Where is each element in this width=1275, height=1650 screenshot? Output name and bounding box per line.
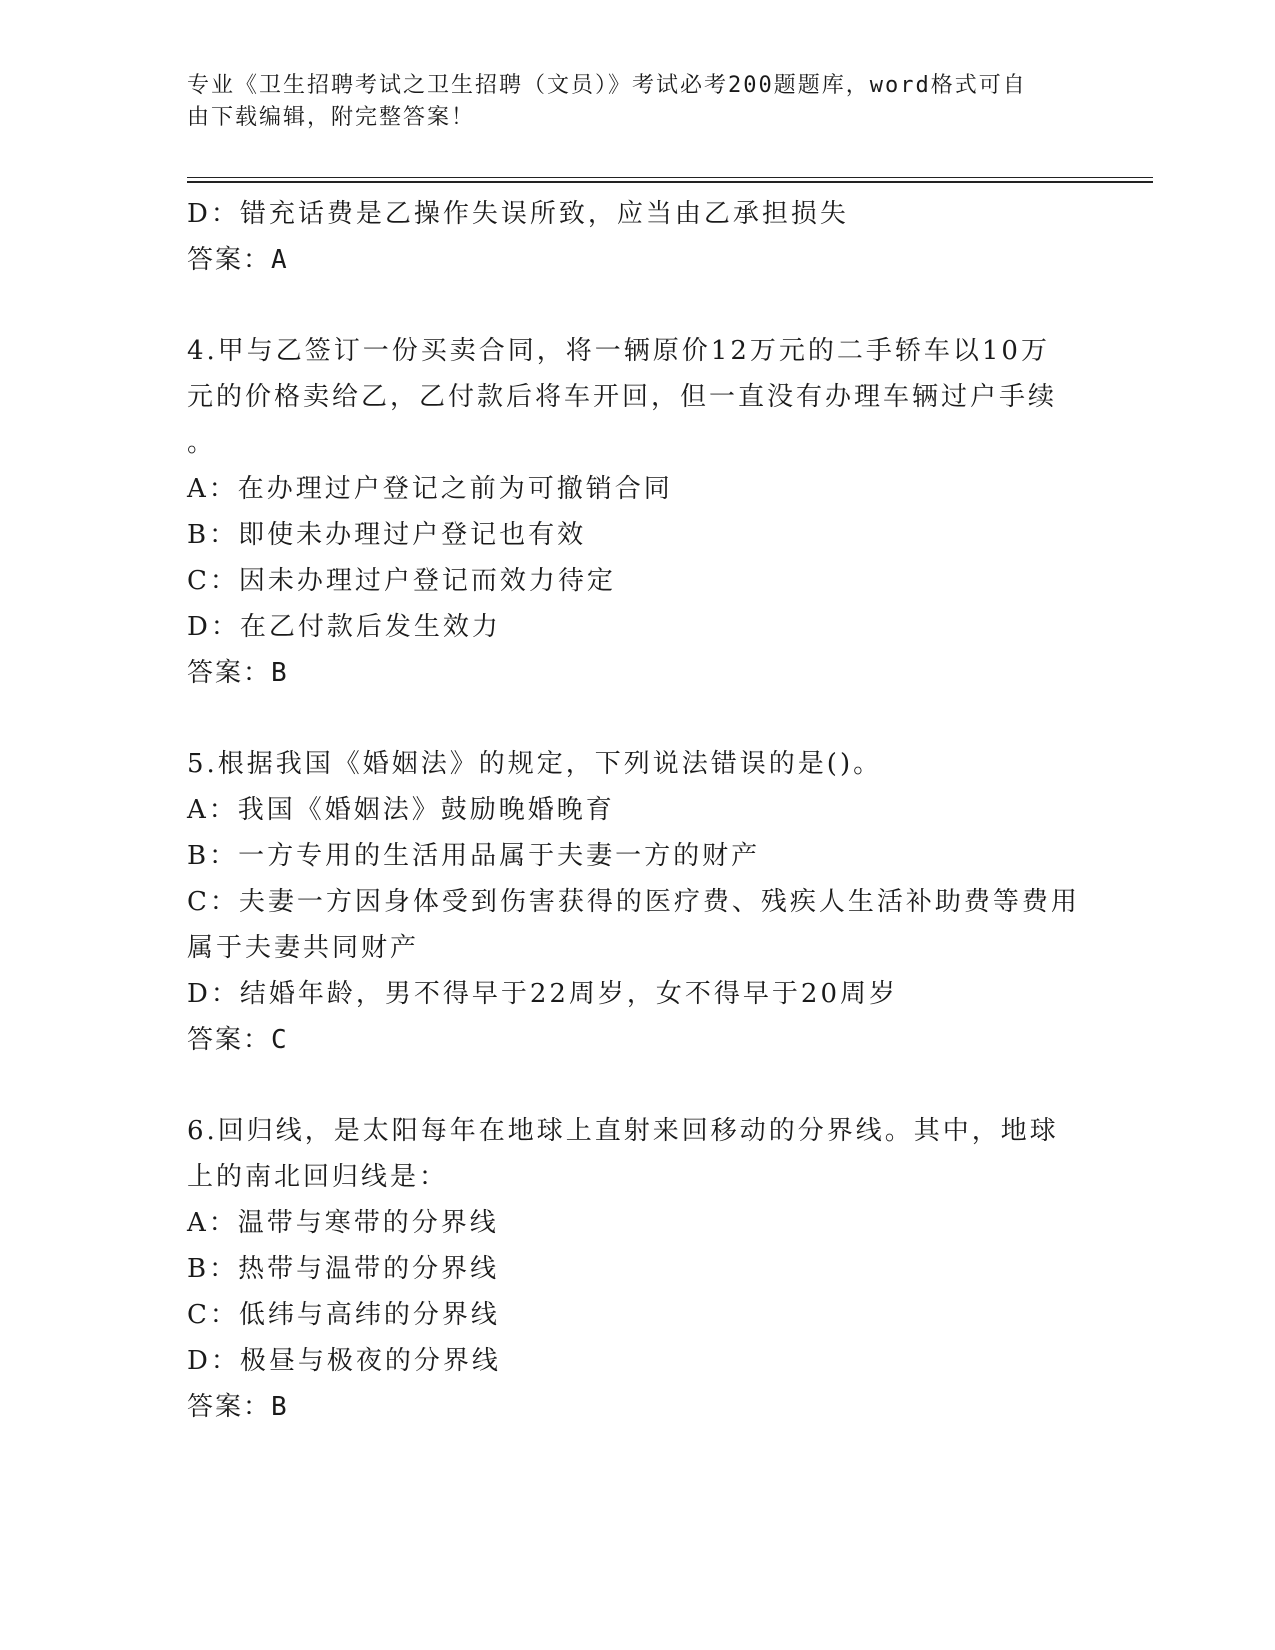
option-b: B：热带与温带的分界线 (187, 1254, 500, 1284)
answer-value: C (271, 1025, 289, 1055)
option-b: B：一方专用的生活用品属于夫妻一方的财产 (187, 841, 761, 871)
question-6 (187, 1108, 1087, 1430)
option-c: C：夫妻一方因身体受到伤害获得的医疗费、残疾人生活补助费等费用 (187, 887, 1080, 917)
option-d: D：极昼与极夜的分界线 (187, 1346, 501, 1376)
question-4 (187, 328, 1087, 696)
header-divider-thin (187, 177, 1153, 178)
answer-line (187, 650, 1087, 696)
answer-label: 答案： (187, 1392, 272, 1422)
answer-label: 答案： (187, 245, 272, 275)
answer-line (187, 237, 1087, 283)
option-a: A：温带与寒带的分界线 (187, 1208, 499, 1238)
option-a: A：在办理过户登记之前为可撤销合同 (187, 474, 673, 504)
option-d: D：结婚年龄，男不得早于22周岁，女不得早于20周岁 (187, 979, 899, 1009)
question-stem: 6.回归线，是太阳每年在地球上直射来回移动的分界线。其中，地球 (187, 1116, 1059, 1146)
option-b: B：即使未办理过户登记也有效 (187, 520, 587, 550)
option-d: D：在乙付款后发生效力 (187, 612, 501, 642)
answer-value: B (271, 658, 289, 688)
question-stem-cont: 。 (187, 428, 217, 458)
option-c-cont: 属于夫妻共同财产 (187, 933, 420, 963)
option-c: C：因未办理过户登记而效力待定 (187, 566, 616, 596)
question-5 (187, 741, 1087, 1063)
header-divider-thick (187, 181, 1153, 183)
answer-value: A (271, 245, 289, 275)
question-stem-cont: 元的价格卖给乙，乙付款后将车开回，但一直没有办理车辆过户手续 (187, 382, 1058, 412)
answer-line (187, 1017, 1087, 1063)
header-line-2: 由下载编辑，附完整答案！ (187, 105, 476, 130)
answer-label: 答案： (187, 658, 272, 688)
answer-line (187, 1384, 1087, 1430)
option-d: D：错充话费是乙操作失误所致，应当由乙承担损失 (187, 199, 849, 229)
option-a: A：我国《婚姻法》鼓励晚婚晚育 (187, 795, 615, 825)
page-header (187, 70, 1067, 134)
question-3-tail (187, 191, 1087, 283)
option-c: C：低纬与高纬的分界线 (187, 1300, 500, 1330)
header-line-1: 专业《卫生招聘考试之卫生招聘（文员）》考试必考200题题库，word格式可自 (187, 73, 1027, 98)
answer-value: B (271, 1392, 289, 1422)
answer-label: 答案： (187, 1025, 272, 1055)
question-stem-cont: 上的南北回归线是： (187, 1162, 449, 1192)
question-stem: 5.根据我国《婚姻法》的规定，下列说法错误的是()。 (187, 749, 883, 779)
document-body (187, 191, 1087, 1430)
question-stem: 4.甲与乙签订一份买卖合同，将一辆原价12万元的二手轿车以10万 (187, 336, 1050, 366)
